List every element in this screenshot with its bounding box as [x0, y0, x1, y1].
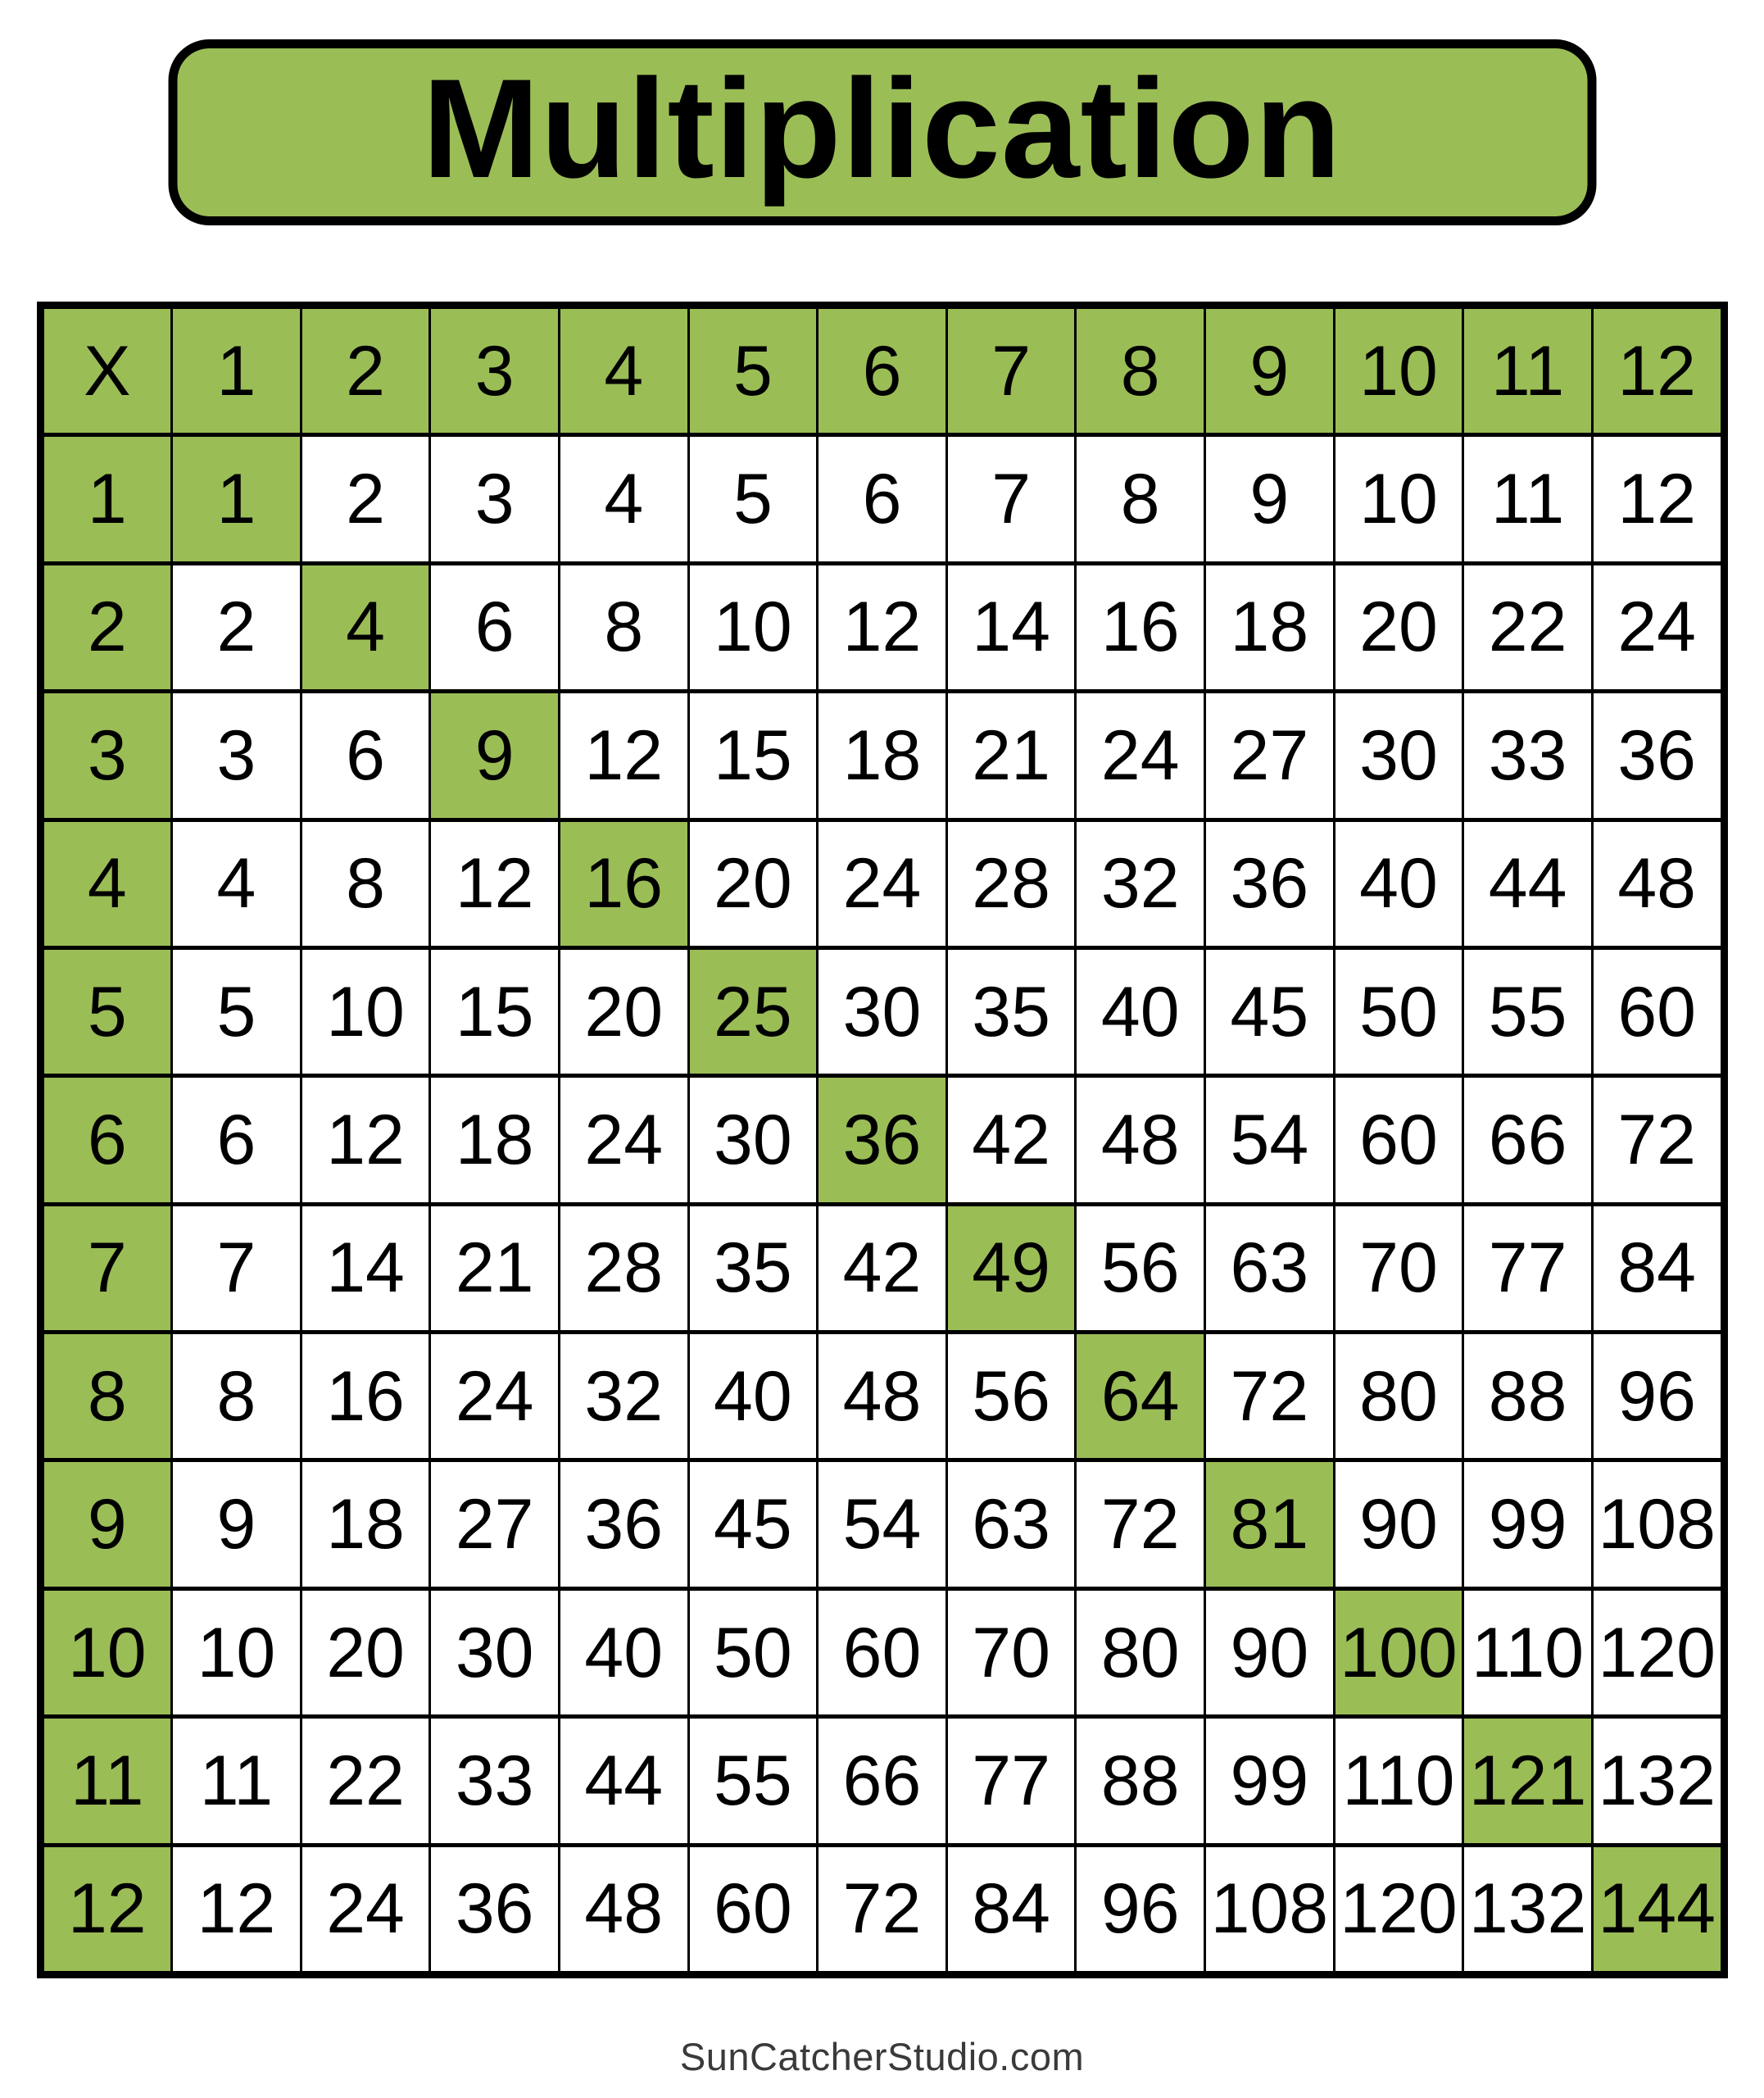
product-cell: 20	[560, 950, 687, 1074]
diagonal-square-cell: 64	[1077, 1334, 1204, 1458]
product-cell: 30	[690, 1078, 817, 1201]
product-cell: 6	[431, 565, 558, 689]
column-header-cell: 12	[1594, 309, 1721, 433]
product-cell: 55	[1464, 950, 1591, 1074]
column-header-cell: 1	[173, 309, 300, 433]
product-cell: 8	[302, 822, 429, 946]
product-cell: 110	[1464, 1591, 1591, 1714]
product-cell: 27	[431, 1462, 558, 1586]
product-cell: 16	[1077, 565, 1204, 689]
product-cell: 70	[1335, 1206, 1462, 1330]
product-cell: 110	[1335, 1719, 1462, 1842]
product-cell: 12	[431, 822, 558, 946]
product-cell: 54	[1206, 1078, 1333, 1201]
product-cell: 28	[560, 1206, 687, 1330]
column-header-cell: 5	[690, 309, 817, 433]
product-cell: 44	[560, 1719, 687, 1842]
product-cell: 63	[948, 1462, 1075, 1586]
product-cell: 48	[819, 1334, 945, 1458]
product-cell: 35	[948, 950, 1075, 1074]
product-cell: 42	[948, 1078, 1075, 1201]
product-cell: 24	[302, 1847, 429, 1971]
product-cell: 21	[431, 1206, 558, 1330]
product-cell: 14	[302, 1206, 429, 1330]
product-cell: 7	[948, 437, 1075, 561]
product-cell: 120	[1335, 1847, 1462, 1971]
product-cell: 56	[948, 1334, 1075, 1458]
product-cell: 48	[1594, 822, 1721, 946]
row-header-cell: 9	[44, 1462, 171, 1586]
product-cell: 60	[819, 1591, 945, 1714]
diagonal-square-cell: 49	[948, 1206, 1075, 1330]
product-cell: 88	[1077, 1719, 1204, 1842]
product-cell: 36	[1206, 822, 1333, 946]
diagonal-square-cell: 81	[1206, 1462, 1333, 1586]
product-cell: 9	[1206, 437, 1333, 561]
column-header-cell: 2	[302, 309, 429, 433]
product-cell: 40	[560, 1591, 687, 1714]
product-cell: 9	[173, 1462, 300, 1586]
product-cell: 60	[690, 1847, 817, 1971]
product-cell: 50	[1335, 950, 1462, 1074]
product-cell: 36	[1594, 693, 1721, 817]
row-header-cell: 1	[44, 437, 171, 561]
product-cell: 77	[1464, 1206, 1591, 1330]
product-cell: 132	[1594, 1719, 1721, 1842]
product-cell: 2	[302, 437, 429, 561]
column-header-cell: 9	[1206, 309, 1333, 433]
product-cell: 5	[173, 950, 300, 1074]
product-cell: 120	[1594, 1591, 1721, 1714]
product-cell: 80	[1335, 1334, 1462, 1458]
column-header-cell: 8	[1077, 309, 1204, 433]
product-cell: 24	[560, 1078, 687, 1201]
product-cell: 40	[690, 1334, 817, 1458]
product-cell: 96	[1594, 1334, 1721, 1458]
product-cell: 5	[690, 437, 817, 561]
product-cell: 18	[302, 1462, 429, 1586]
product-cell: 90	[1206, 1591, 1333, 1714]
title-banner	[168, 39, 1596, 225]
product-cell: 96	[1077, 1847, 1204, 1971]
product-cell: 45	[690, 1462, 817, 1586]
product-cell: 72	[1077, 1462, 1204, 1586]
diagonal-square-cell: 36	[819, 1078, 945, 1201]
product-cell: 70	[948, 1591, 1075, 1714]
column-header-cell: 10	[1335, 309, 1462, 433]
product-cell: 36	[560, 1462, 687, 1586]
row-header-cell: 5	[44, 950, 171, 1074]
row-header-cell: 8	[44, 1334, 171, 1458]
product-cell: 66	[819, 1719, 945, 1842]
product-cell: 48	[560, 1847, 687, 1971]
product-cell: 108	[1206, 1847, 1333, 1971]
product-cell: 48	[1077, 1078, 1204, 1201]
row-header-cell: 10	[44, 1591, 171, 1714]
product-cell: 80	[1077, 1591, 1204, 1714]
product-cell: 54	[819, 1462, 945, 1586]
diagonal-square-cell: 100	[1335, 1591, 1462, 1714]
product-cell: 6	[302, 693, 429, 817]
product-cell: 27	[1206, 693, 1333, 817]
product-cell: 60	[1594, 950, 1721, 1074]
product-cell: 3	[173, 693, 300, 817]
product-cell: 84	[948, 1847, 1075, 1971]
product-cell: 12	[819, 565, 945, 689]
product-cell: 4	[173, 822, 300, 946]
row-header-cell: 4	[44, 822, 171, 946]
diagonal-square-cell: 144	[1594, 1847, 1721, 1971]
product-cell: 8	[173, 1334, 300, 1458]
diagonal-square-cell: 4	[302, 565, 429, 689]
product-cell: 99	[1464, 1462, 1591, 1586]
product-cell: 21	[948, 693, 1075, 817]
product-cell: 6	[819, 437, 945, 561]
product-cell: 16	[302, 1334, 429, 1458]
product-cell: 15	[431, 950, 558, 1074]
product-cell: 40	[1335, 822, 1462, 946]
product-cell: 24	[819, 822, 945, 946]
product-cell: 30	[431, 1591, 558, 1714]
product-cell: 3	[431, 437, 558, 561]
product-cell: 66	[1464, 1078, 1591, 1201]
product-cell: 24	[1594, 565, 1721, 689]
product-cell: 36	[431, 1847, 558, 1971]
product-cell: 6	[173, 1078, 300, 1201]
product-cell: 14	[948, 565, 1075, 689]
row-header-cell: 2	[44, 565, 171, 689]
product-cell: 32	[560, 1334, 687, 1458]
product-cell: 28	[948, 822, 1075, 946]
product-cell: 40	[1077, 950, 1204, 1074]
diagonal-square-cell: 9	[431, 693, 558, 817]
product-cell: 8	[560, 565, 687, 689]
product-cell: 30	[819, 950, 945, 1074]
product-cell: 30	[1335, 693, 1462, 817]
product-cell: 63	[1206, 1206, 1333, 1330]
product-cell: 24	[431, 1334, 558, 1458]
product-cell: 99	[1206, 1719, 1333, 1842]
product-cell: 7	[173, 1206, 300, 1330]
page-title: Multiplication	[422, 49, 1342, 207]
product-cell: 108	[1594, 1462, 1721, 1586]
product-cell: 32	[1077, 822, 1204, 946]
product-cell: 4	[560, 437, 687, 561]
product-cell: 2	[173, 565, 300, 689]
product-cell: 10	[173, 1591, 300, 1714]
product-cell: 10	[1335, 437, 1462, 561]
product-cell: 24	[1077, 693, 1204, 817]
product-cell: 11	[1464, 437, 1591, 561]
footer-credit: SunCatcherStudio.com	[679, 2035, 1085, 2078]
corner-cell: X	[44, 309, 171, 433]
product-cell: 12	[173, 1847, 300, 1971]
product-cell: 33	[1464, 693, 1591, 817]
column-header-cell: 6	[819, 309, 945, 433]
product-cell: 33	[431, 1719, 558, 1842]
product-cell: 12	[1594, 437, 1721, 561]
product-cell: 12	[302, 1078, 429, 1201]
product-cell: 20	[690, 822, 817, 946]
diagonal-square-cell: 16	[560, 822, 687, 946]
product-cell: 18	[431, 1078, 558, 1201]
column-header-cell: 4	[560, 309, 687, 433]
diagonal-square-cell: 121	[1464, 1719, 1591, 1842]
product-cell: 72	[819, 1847, 945, 1971]
product-cell: 77	[948, 1719, 1075, 1842]
diagonal-square-cell: 25	[690, 950, 817, 1074]
product-cell: 60	[1335, 1078, 1462, 1201]
product-cell: 20	[1335, 565, 1462, 689]
column-header-cell: 7	[948, 309, 1075, 433]
product-cell: 56	[1077, 1206, 1204, 1330]
row-header-cell: 3	[44, 693, 171, 817]
product-cell: 12	[560, 693, 687, 817]
product-cell: 72	[1206, 1334, 1333, 1458]
row-header-cell: 12	[44, 1847, 171, 1971]
column-header-cell: 11	[1464, 309, 1591, 433]
product-cell: 44	[1464, 822, 1591, 946]
product-cell: 50	[690, 1591, 817, 1714]
product-cell: 84	[1594, 1206, 1721, 1330]
product-cell: 18	[1206, 565, 1333, 689]
product-cell: 72	[1594, 1078, 1721, 1201]
product-cell: 42	[819, 1206, 945, 1330]
row-header-cell: 6	[44, 1078, 171, 1201]
product-cell: 18	[819, 693, 945, 817]
product-cell: 132	[1464, 1847, 1591, 1971]
row-header-cell: 11	[44, 1719, 171, 1842]
product-cell: 90	[1335, 1462, 1462, 1586]
product-cell: 11	[173, 1719, 300, 1842]
product-cell: 8	[1077, 437, 1204, 561]
product-cell: 88	[1464, 1334, 1591, 1458]
product-cell: 10	[690, 565, 817, 689]
diagonal-square-cell: 1	[173, 437, 300, 561]
row-header-cell: 7	[44, 1206, 171, 1330]
product-cell: 22	[1464, 565, 1591, 689]
product-cell: 55	[690, 1719, 817, 1842]
column-header-cell: 3	[431, 309, 558, 433]
product-cell: 15	[690, 693, 817, 817]
multiplication-table	[37, 302, 1728, 1978]
product-cell: 20	[302, 1591, 429, 1714]
product-cell: 35	[690, 1206, 817, 1330]
product-cell: 45	[1206, 950, 1333, 1074]
product-cell: 22	[302, 1719, 429, 1842]
product-cell: 10	[302, 950, 429, 1074]
